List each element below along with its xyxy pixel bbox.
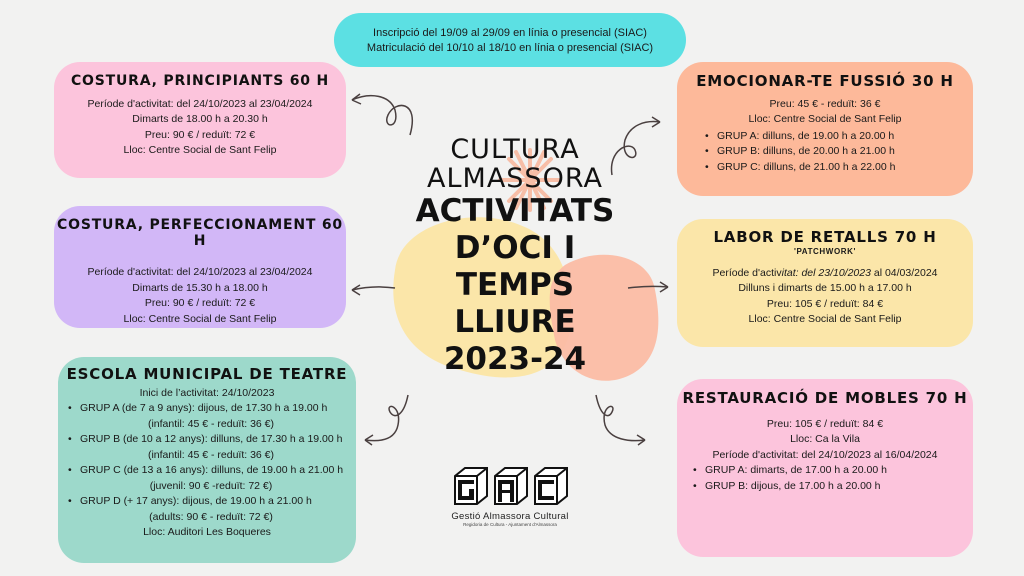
card-title: ESCOLA MUNICIPAL DE TEATRE [66,365,348,383]
group-item: • GRUP C (de 13 a 16 anys): dilluns, de 19.00 h a 21.00 h [66,463,356,479]
title-cultura: CULTURA [450,134,580,165]
registration-line-1: Inscripció del 19/09 al 29/09 en línia o presencial (SIAC) [373,27,647,39]
registration-line-2: Matriculació del 10/10 al 18/10 en línia o presencial (SIAC) [366,42,654,54]
title-line: ACTIVITATS [415,193,615,229]
group-item: • GRUP B (de 10 a 12 anys): dilluns, de 17.30 h a 19.00 h [66,432,356,448]
group-item: • GRUP B: dijous, de 17.00 h a 20.00 h [691,479,973,495]
card-title: LABOR DE RETALLS 70 H [713,228,937,246]
card-subtitle: 'PATCHWORK' [793,246,857,256]
card-teatre [58,357,356,563]
card-place: Lloc: Ca la Vila [790,433,860,445]
gac-cubes-icon [447,466,573,506]
group-list [677,463,973,494]
title-almassora: ALMASSORA [427,163,603,194]
group-price: (adults: 90 € - reduït: 72 €) [149,510,273,523]
card-place: Lloc: Centre Social de Sant Felip [748,113,902,125]
card-period [677,266,973,282]
gac-logo [447,466,573,527]
group-item: • GRUP A: dimarts, de 17.00 h a 20.00 h [691,463,973,479]
card-price: Preu: 90 € / reduït: 72 € [144,297,256,309]
group-item: • GRUP A (de 7 a 9 anys): dijous, de 17.30 h a 19.00 h [66,401,356,417]
card-schedule: Dimarts de 18.00 h a 20.30 h [132,113,268,125]
group-list [58,401,356,525]
card-period: Període d'activitat: del 24/10/2023 al 16/04/2024 [712,448,938,461]
title-line: 2023-24 [443,341,587,377]
registration-info [334,13,686,67]
logo-subtitle: Regidoria de Cultura - Ajuntament d'Almassora [463,522,557,527]
card-place: Lloc: Centre Social de Sant Felip [123,312,277,325]
period-italic: itat: del 23/10/2023 [781,266,871,279]
card-period: Període d'activitat: del 24/10/2023 al 23/04/2024 [87,266,313,278]
card-period: Període d'activitat: del 24/10/2023 al 23/04/2024 [87,97,313,110]
card-intro: Inici de l’activitat: 24/10/2023 [139,386,275,399]
arrow-to-mobles [596,395,645,441]
card-emocionar [677,62,973,196]
card-labor-retalls [677,219,973,347]
group-item: • GRUP B: dilluns, de 20.00 h a 21.00 h [703,144,973,160]
card-place: Lloc: Auditori Les Boqueres [143,526,271,538]
arrow-to-teatre [365,395,408,441]
card-title: RESTAURACIÓ DE MOBLES 70 H [682,389,968,407]
title-line: TEMPS [455,267,575,303]
group-item: • GRUP A: dilluns, de 19.00 h a 20.00 h [703,129,973,145]
group-price: (juvenil: 90 € -reduït: 72 €) [149,479,273,492]
title-line: LLIURE [454,304,576,340]
card-price: Preu: 105 € / reduït: 84 € [766,417,884,430]
period-end: al 04/03/2024 [870,266,938,279]
group-price: (infantil: 45 € - reduït: 36 €) [147,448,275,461]
group-price: (infantil: 45 € - reduït: 36 €) [147,417,275,430]
card-price: Preu: 45 € - reduït: 36 € [769,97,881,110]
card-place: Lloc: Centre Social de Sant Felip [748,313,902,325]
period-label: Període d'activ [712,266,782,279]
group-list [677,129,973,176]
group-item: • GRUP C: dilluns, de 21.00 h a 22.00 h [703,160,973,176]
card-costura-perfeccionament [54,206,346,328]
card-schedule: Dimarts de 15.30 h a 18.00 h [132,281,268,294]
card-title: EMOCIONAR-TE FUSSIÓ 30 H [696,72,954,90]
group-item: • GRUP D (+ 17 anys): dijous, de 19.00 h a 21.00 h [66,494,356,510]
title-line: D’OCI I [454,230,576,266]
card-price: Preu: 105 € / reduït: 84 € [766,297,884,310]
arrow-to-costura-principiants [352,96,412,135]
main-title [380,135,650,378]
card-price: Preu: 90 € / reduït: 72 € [144,128,256,141]
logo-name: Gestió Almassora Cultural [451,511,569,522]
card-costura-principiants [54,62,346,178]
card-place: Lloc: Centre Social de Sant Felip [123,144,277,156]
card-schedule: Dilluns i dimarts de 15.00 h a 17.00 h [738,282,912,294]
card-title: COSTURA, PRINCIPIANTS 60 H [70,73,330,89]
card-title: COSTURA, PERFECCIONAMENT 60 H [57,217,343,249]
card-restauracio-mobles [677,379,973,557]
